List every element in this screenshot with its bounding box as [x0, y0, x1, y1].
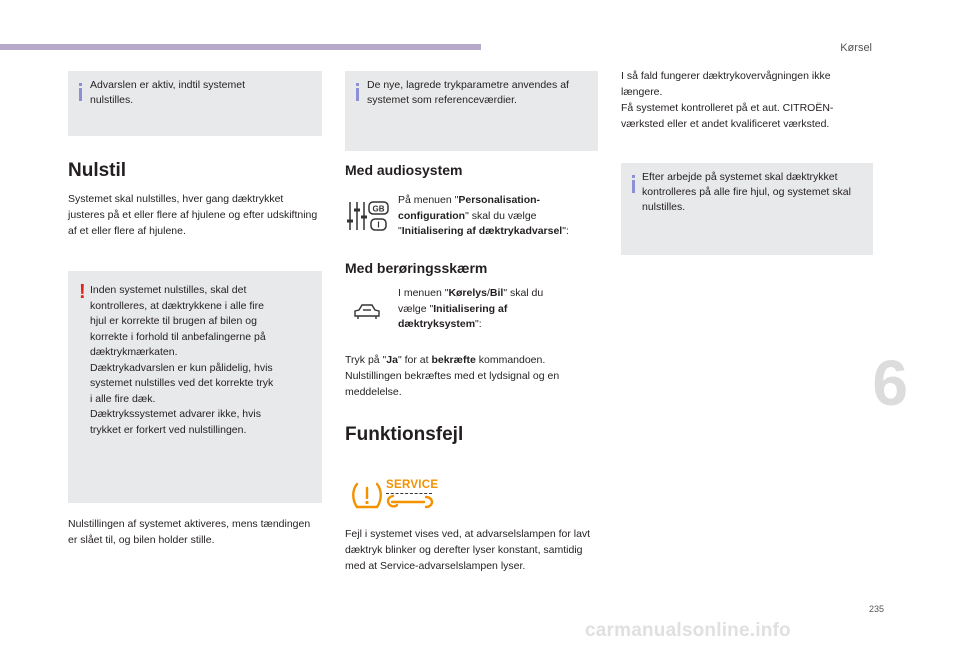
warning-line: hjul er korrekte til brugen af bilen og	[90, 315, 257, 327]
reset-activation-text: Nulstillingen af systemet aktiveres, mens tændingen er slået til, og bilen holder stille.	[68, 518, 311, 546]
audio-settings-icon	[346, 198, 392, 234]
warning-icon: !	[79, 281, 86, 303]
info-box-reference-values	[345, 71, 598, 151]
confirm-text: Tryk på "Ja" for at bekræfte kommandoen. Nulstillingen bekræftes med et lydsignal og en meddelelse.	[345, 354, 560, 398]
malfunction-text: Fejl i systemet vises ved, at advarselslampen for lavt dæktryk blinker og derefter lyser konstant, samtidig med at Service-advarselslampen lyser.	[345, 528, 591, 572]
monitoring-disabled-text: I så fald fungerer dæktrykovervågningen ikke længere.	[621, 70, 831, 98]
warning-line: dæktrykmærkaten.	[90, 346, 178, 358]
heading-audio-system: Med audiosystem	[345, 162, 463, 178]
info-box-text: De nye, lagrede trykparametre anvendes af systemet som referenceværdier.	[367, 79, 569, 106]
car-icon	[352, 302, 382, 322]
warning-line: i alle fire dæk.	[90, 392, 156, 405]
info-box-after-work	[621, 163, 873, 255]
warning-line: Inden systemet nulstilles, skal det	[90, 284, 247, 296]
workshop-check-text: Få systemet kontrolleret på et aut. CITROËN-værksted eller et andet kvalificeret værksted.	[621, 102, 834, 130]
heading-reset: Nulstil	[68, 160, 127, 181]
warning-line: Dæktrykssystemet advarer ikke, hvis	[90, 408, 261, 420]
tyre-pressure-warning-icon	[350, 480, 384, 512]
info-box-text: Efter arbejde på systemet skal dæktrykket kontrolleres på alle fire hjul, og systemet skal nulstilles.	[642, 171, 851, 213]
touchscreen-instructions: I menuen "Kørelys/Bil" skal du vælge "Initialisering af dæktryksystem":	[398, 287, 544, 330]
chapter-number: 6	[872, 347, 908, 419]
audio-instructions: På menuen "Personalisation-configuration" skal du vælge "Initialisering af dæktrykadvarsel":	[398, 194, 569, 237]
section-title: Kørsel	[840, 42, 872, 54]
service-label: SERVICE	[386, 479, 439, 491]
language-label: GB	[372, 204, 385, 214]
warning-line: Dæktrykadvarslen er kun pålidelig, hvis	[90, 361, 273, 374]
heading-malfunction: Funktionsfejl	[345, 424, 464, 445]
warning-line: kontrolleres, at dæktrykkene i alle fire	[90, 299, 264, 312]
reset-intro-text: Systemet skal nulstilles, hver gang dæktrykket justeres på et eller flere af hjulene og efter udskiftning af et eller flere af hjulene.	[68, 193, 318, 237]
info-label: I	[377, 220, 380, 230]
section-color-bar	[0, 44, 481, 50]
warning-line: korrekte i forhold til anbefalingerne på	[90, 330, 266, 343]
warning-line: trykket er forkert ved nulstillingen.	[90, 423, 247, 436]
warning-text	[90, 283, 315, 438]
watermark: carmanualsonline.info	[585, 620, 791, 641]
info-box-text: Advarslen er aktiv, indtil systemet nulstilles.	[90, 79, 246, 106]
warning-line: systemet nulstilles ved det korrekte tryk	[90, 377, 274, 389]
info-box-active-warning	[68, 71, 322, 136]
wrench-icon	[386, 494, 436, 514]
heading-touchscreen: Med berøringsskærm	[345, 260, 488, 276]
service-warning-icon	[386, 479, 438, 519]
warning-box	[68, 271, 322, 503]
page-number: 235	[868, 604, 884, 614]
